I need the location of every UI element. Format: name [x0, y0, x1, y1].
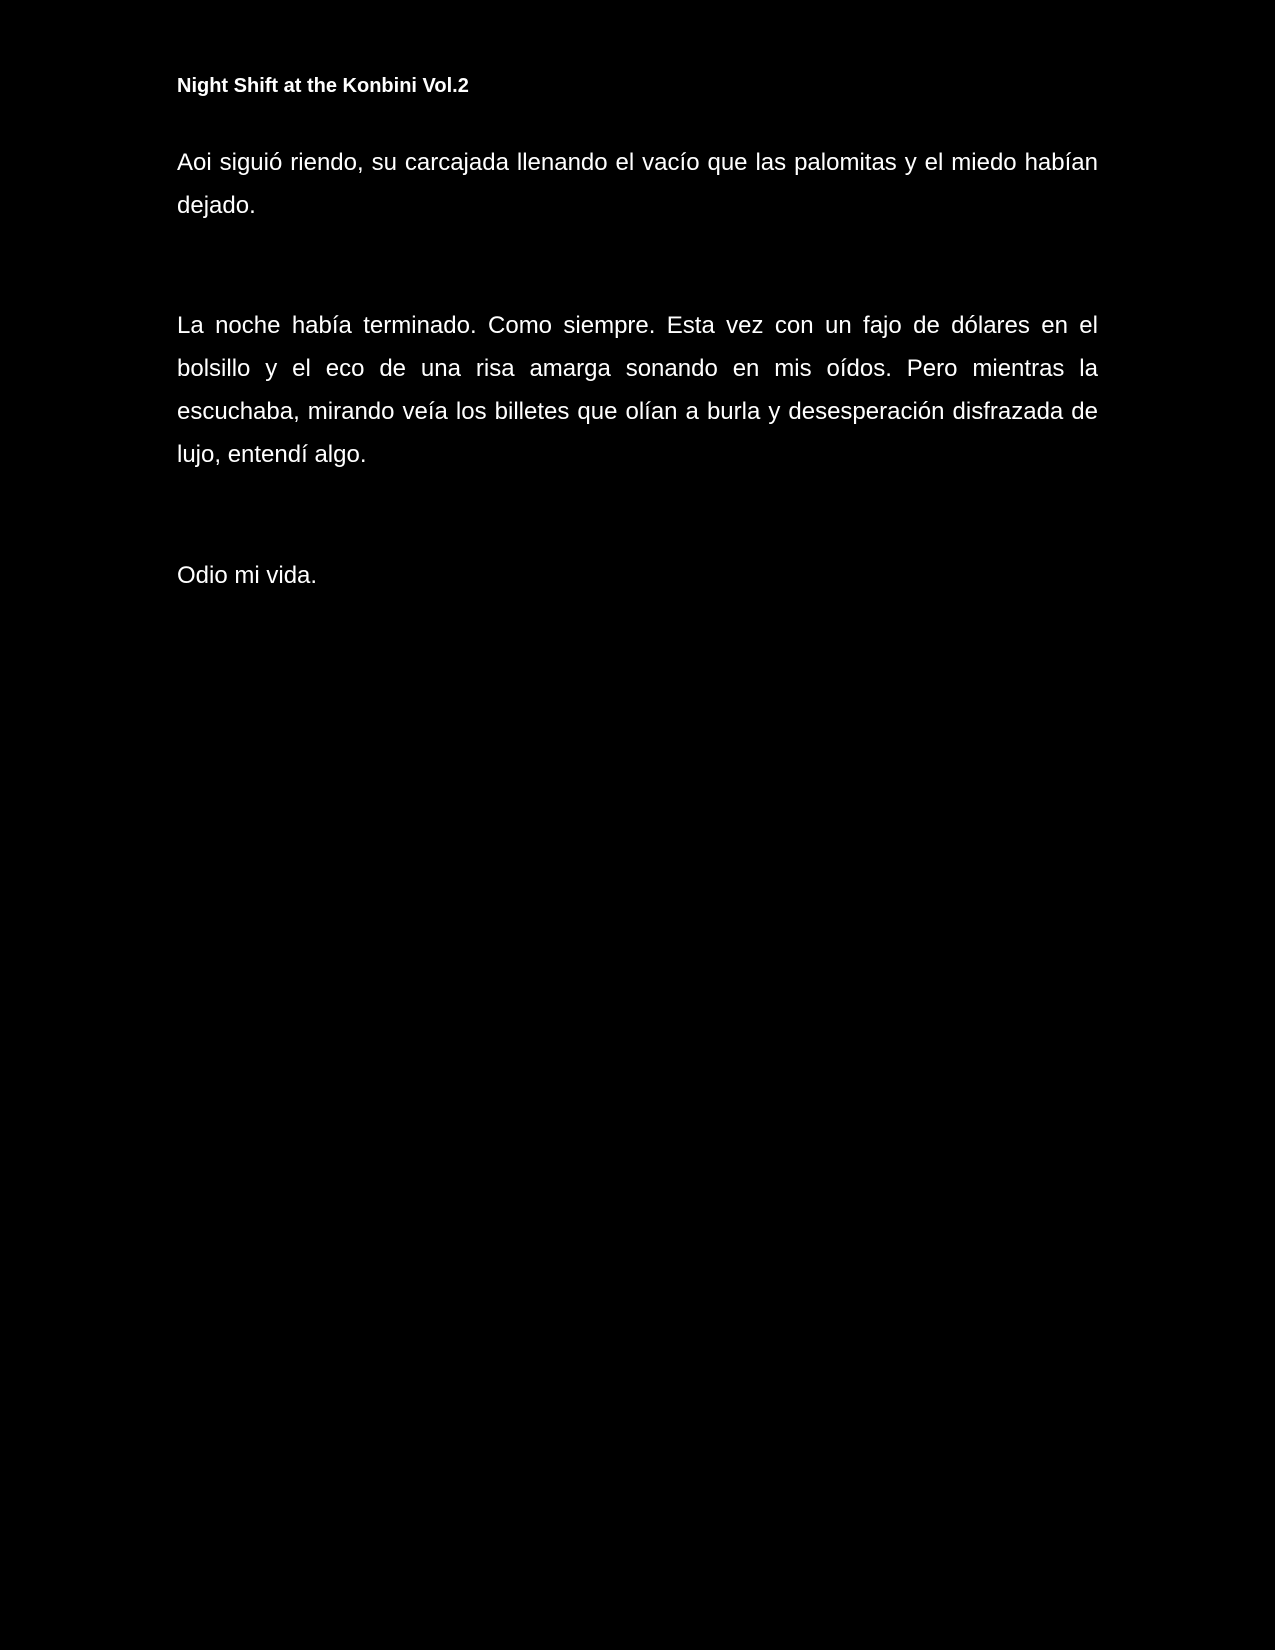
running-header: Night Shift at the Konbini Vol.2 — [177, 75, 469, 97]
paragraph-1: Aoi siguió riendo, su carcajada llenando el vacío que las palomitas y el miedo habían dejado. — [177, 149, 1098, 219]
paragraph-3: Odio mi vida. — [177, 562, 318, 589]
document-page — [177, 0, 1098, 1650]
paragraph-2: La noche había terminado. Como siempre. Esta vez con un fajo de dólares en el bolsillo y el eco de una risa amarga sonando en mis oídos. Pero mientras la escuchaba, mirando veía los billetes que olían a burla y desesperación disfrazada de lujo, entendí algo. — [177, 312, 1098, 468]
